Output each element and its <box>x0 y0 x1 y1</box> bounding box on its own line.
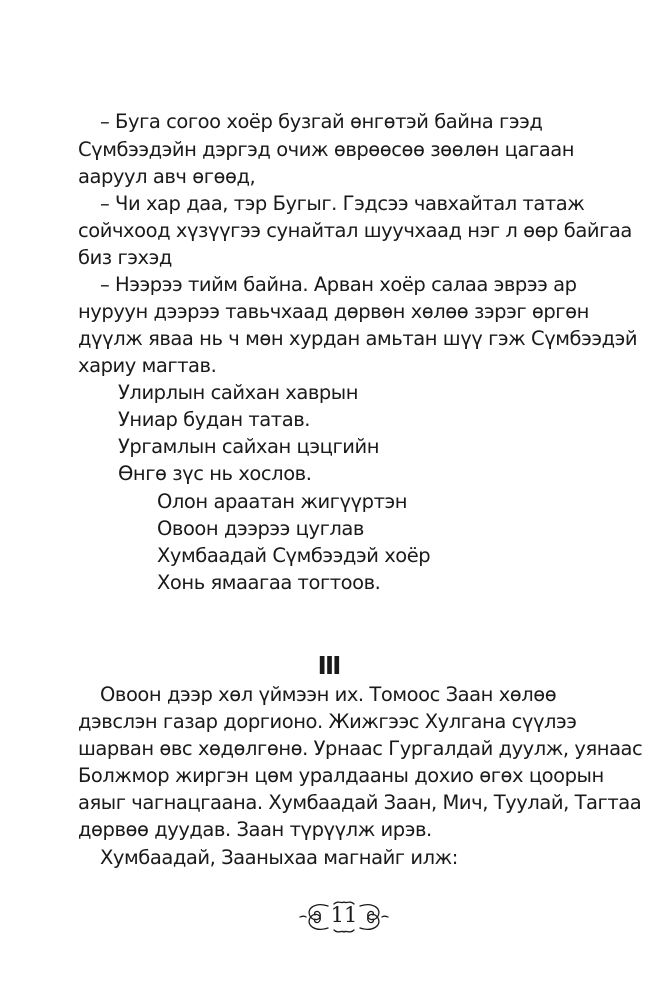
text-line: сойчхоод хүзүүгээ сунайтал шуучхаад нэг л өөр байгаа <box>78 219 632 242</box>
poem-line: Хонь ямаагаа тогтоов. <box>157 571 381 594</box>
poem-line: Униар будан татав. <box>118 408 310 431</box>
poem-line: Улирлын сайхан хаврын <box>118 381 359 404</box>
text-line: дүүлж яваа нь ч мөн хурдан амьтан шүү гэж Сүмбээдэй <box>78 327 638 350</box>
text-line: шарван өвс хөдөлгөнө. Урнаас Гургалдай дуулж, уянаас <box>78 737 643 760</box>
chapter-number: III <box>317 651 340 680</box>
text-line: – Нээрээ тийм байна. Арван хоёр салаа эврээ ар <box>100 273 577 296</box>
poem-line: Олон араатан жигүүртэн <box>157 490 408 513</box>
text-line: дөрвөө дуудав. Заан түрүүлж ирэв. <box>78 818 432 841</box>
text-line: Болжмор жиргэн цөм уралдааны дохио өгөх цоорын <box>78 764 604 787</box>
text-line: биз гэхэд <box>78 246 172 269</box>
text-line: Хумбаадай, Зааныхаа магнайг илж: <box>100 846 458 869</box>
text-line: дэвслэн газар доргионо. Жижгээс Хулгана сүүлээ <box>78 710 577 733</box>
text-line: ааруул авч өгөөд, <box>78 165 256 188</box>
page-number-ornament <box>298 898 390 936</box>
poem-line: Ургамлын сайхан цэцгийн <box>118 435 379 458</box>
text-line: – Буга согоо хоёр бузгай өнгөтэй байна гээд <box>100 110 543 133</box>
page-number: 11 <box>330 903 358 927</box>
text-line: аяыг чагнацгаана. Хумбаадай Заан, Мич, Туулай, Тагтаа <box>78 791 642 814</box>
text-line: Сүмбээдэйн дэргэд очиж өврөөсөө зөөлөн цагаан <box>78 138 575 161</box>
text-line: Овоон дээр хөл үймээн их. Томоос Заан хөлөө <box>100 683 557 706</box>
poem-line: Өнгө зүс нь хослов. <box>118 462 312 485</box>
poem-line: Хумбаадай Сүмбээдэй хоёр <box>157 544 431 567</box>
text-line: нуруун дээрээ тавьчхаад дөрвөн хөлөө зэрэг өргөн <box>78 300 589 323</box>
text-line: хариу магтав. <box>78 354 217 377</box>
poem-line: Овоон дээрээ цуглав <box>157 517 364 540</box>
text-line: – Чи хар даа, тэр Бугыг. Гэдсээ чавхайтал татаж <box>100 192 585 215</box>
